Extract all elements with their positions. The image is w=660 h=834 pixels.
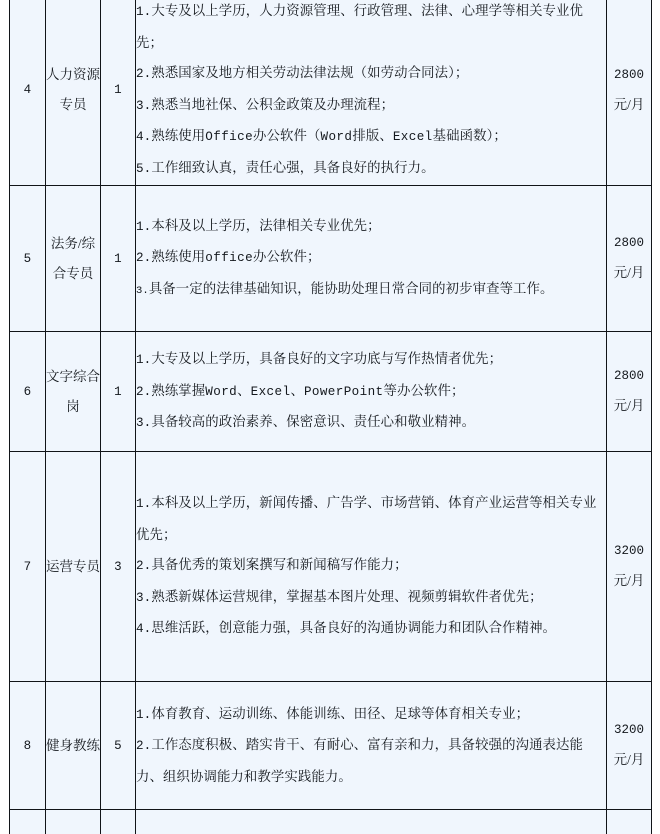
salary-unit: 元/月 [613,573,645,588]
salary-unit: 元/月 [613,398,645,413]
cell-requirements [136,682,607,810]
cell-count: 5 [101,682,136,810]
salary-amount: 3200 [613,544,644,558]
cell-post: 文字综合岗 [46,332,101,452]
cell-salary [607,0,652,186]
table-row [10,332,652,452]
requirement-line: 1.本科及以上学历，法律相关专业优先； [136,217,381,234]
cell-count: 1 [101,186,136,332]
salary-amount: 2800 [613,369,644,383]
cell-no: 5 [10,186,46,332]
requirement-line: 1.本科及以上学历，新闻传播、广告学、市场营销、体育产业运营等相关专业优先； [136,495,597,542]
salary-unit: 元/月 [613,96,645,112]
cell-count [101,810,136,834]
cell-salary [607,810,652,834]
cell-no: 6 [10,332,46,452]
cell-no: 4 [10,0,46,186]
cell-no: 8 [10,682,46,810]
cell-post: 健身教练 [46,682,101,810]
table-row [10,0,652,186]
cell-count: 3 [101,452,136,682]
cell-post: 人力资源专员 [46,0,101,186]
salary-unit: 元/月 [613,752,645,767]
cell-post: 运营专员 [46,452,101,682]
requirement-line: 2.工作态度积极、踏实肯干、有耐心、富有亲和力，具备较强的沟通表达能力、组织协调能力和教学实践能力。 [136,737,584,784]
table-body [10,0,652,834]
cell-no [10,810,46,834]
requirement-line: 3.具备一定的法律基础知识，能协助处理日常合同的初步审查等工作。 [136,280,554,297]
cell-post [46,810,101,834]
requirement-line: 4.熟练使用Office办公软件（Word排版、Excel基础函数）； [136,128,507,144]
cell-requirements [136,0,607,186]
salary-amount: 2800 [613,236,644,250]
requirement-line: 4.思维活跃，创意能力强，具备良好的沟通协调能力和团队合作精神。 [136,620,557,637]
table-row [10,682,652,810]
requirement-line: 5.工作细致认真，责任心强，具备良好的执行力。 [136,159,435,176]
salary-unit: 元/月 [613,265,645,280]
requirement-line: 3.熟悉当地社保、公积金政策及办理流程； [136,96,395,113]
salary-amount: 2800 [613,67,644,82]
cell-count: 1 [101,0,136,186]
requirement-line: 1.大专及以上学历，具备良好的文字功底与写作热情者优先； [136,351,503,368]
cell-post: 法务/综合专员 [46,186,101,332]
table-row [10,186,652,332]
cell-salary [607,186,652,332]
cell-requirements [136,332,607,452]
requirement-line: 2.熟悉国家及地方相关劳动法律法规（如劳动合同法）； [136,65,469,81]
table-row-partial-bottom [10,810,652,834]
requirement-line: 3.具备较高的政治素养、保密意识、责任心和敬业精神。 [136,414,476,431]
requirement-line: 2.熟练掌握Word、Excel、PowerPoint等办公软件； [136,382,465,399]
requirement-line: 3.熟悉新媒体运营规律，掌握基本图片处理、视频剪辑软件者优先； [136,588,543,605]
recruitment-requirements-table [9,0,652,834]
cell-requirements [136,452,607,682]
cell-salary [607,452,652,682]
cell-count: 1 [101,332,136,452]
salary-amount: 3200 [613,723,644,737]
cell-requirements [136,186,607,332]
requirement-line: 2.具备优秀的策划案撰写和新闻稿写作能力； [136,557,408,574]
cell-requirements [136,810,607,834]
cell-no: 7 [10,452,46,682]
requirement-line: 1.大专及以上学历，人力资源管理、行政管理、法律、心理学等相关专业优先； [136,3,584,50]
cell-salary [607,332,652,452]
table-row [10,452,652,682]
cell-salary [607,682,652,810]
requirement-line: 2.熟练使用office办公软件； [136,249,321,266]
requirement-line: 1.体育教育、运动训练、体能训练、田径、足球等体育相关专业； [136,705,530,722]
